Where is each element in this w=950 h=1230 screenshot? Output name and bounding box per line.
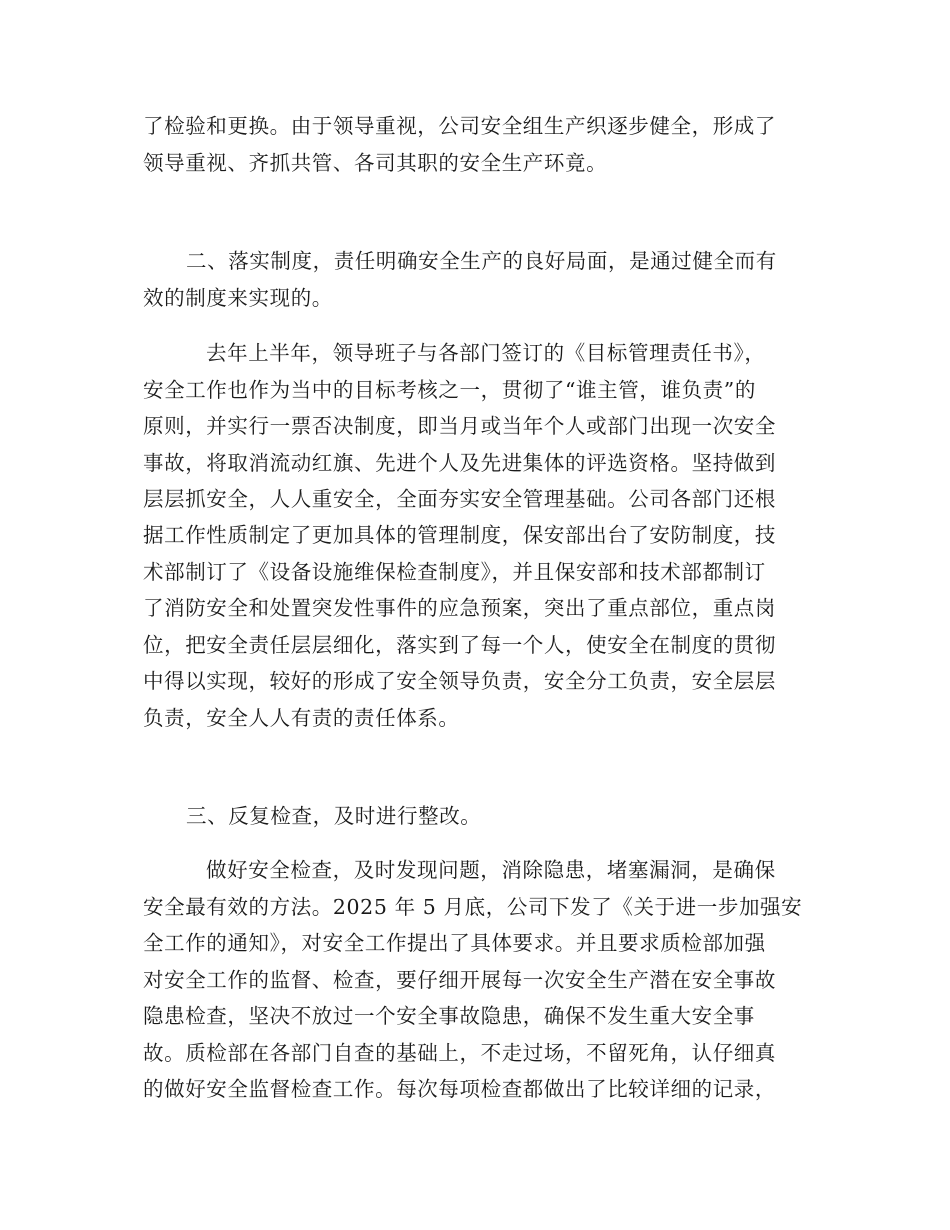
paragraph-start: 做好安全检查，及时发现问题，消除隐患，堵塞漏洞，是确保 — [206, 858, 776, 882]
text-line: 据工作性质制定了更加具体的管理制度，保安部出台了安防制度，技 — [143, 523, 776, 547]
section-heading: 二、落实制度，责任明确安全生产的良好局面，是通过健全而有 — [186, 249, 777, 273]
section-heading: 三、反复检查，及时进行整改。 — [186, 804, 482, 828]
text-line: 对安全工作的监督、检查，要仔细开展每一次安全生产潜在安全事故 — [143, 968, 776, 992]
text-line: 中得以实现，较好的形成了安全领导负责，安全分工负责，安全层层 — [143, 669, 776, 693]
text-line: 事故，将取消流动红旗、先进个人及先进集体的评选资格。坚持做到 — [143, 451, 776, 475]
text-line: 隐患检查，坚决不放过一个安全事故隐患，确保不发生重大安全事 — [143, 1004, 755, 1028]
text-line: 的做好安全监督检查工作。每次每项检查都做出了比较详细的记录， — [143, 1077, 776, 1101]
text-line: 了检验和更换。由于领导重视，公司安全组生产织逐步健全，形成了 — [143, 114, 776, 138]
text-line: 领导重视、齐抓共管、各司其职的安全生产环竟。 — [143, 151, 608, 175]
text-line: 层层抓安全，人人重安全，全面夯实安全管理基础。公司各部门还根 — [143, 487, 776, 511]
text-line: 术部制订了《设备设施维保检查制度》，并且保安部和技术部都制订 — [143, 560, 766, 584]
text-line: 了消防安全和处置突发性事件的应急预案，突出了重点部位，重点岗 — [143, 596, 776, 620]
text-line: 位，把安全责任层层细化，落实到了每一个人，使安全在制度的贯彻 — [143, 633, 776, 657]
text-line: 效的制度来实现的。 — [143, 286, 333, 310]
text-line: 原则，并实行一票否决制度，即当月或当年个人或部门出现一次安全 — [143, 414, 776, 438]
paragraph-start: 去年上半年，领导班子与各部门签订的《目标管理责任书》， — [206, 341, 766, 365]
text-line: 安全最有效的方法。2025 年 5 月底，公司下发了《关于进一步加强安 — [143, 895, 803, 919]
text-line: 故。质检部在各部门自查的基础上，不走过场，不留死角，认仔细真 — [143, 1041, 776, 1065]
text-line: 安全工作也作为当中的目标考核之一，贯彻了“谁主管，谁负责”的 — [143, 378, 756, 402]
text-line: 全工作的通知》，对安全工作提出了具体要求。并且要求质检部加强 — [143, 931, 766, 955]
text-line: 负责，安全人人有责的责任体系。 — [143, 706, 460, 730]
